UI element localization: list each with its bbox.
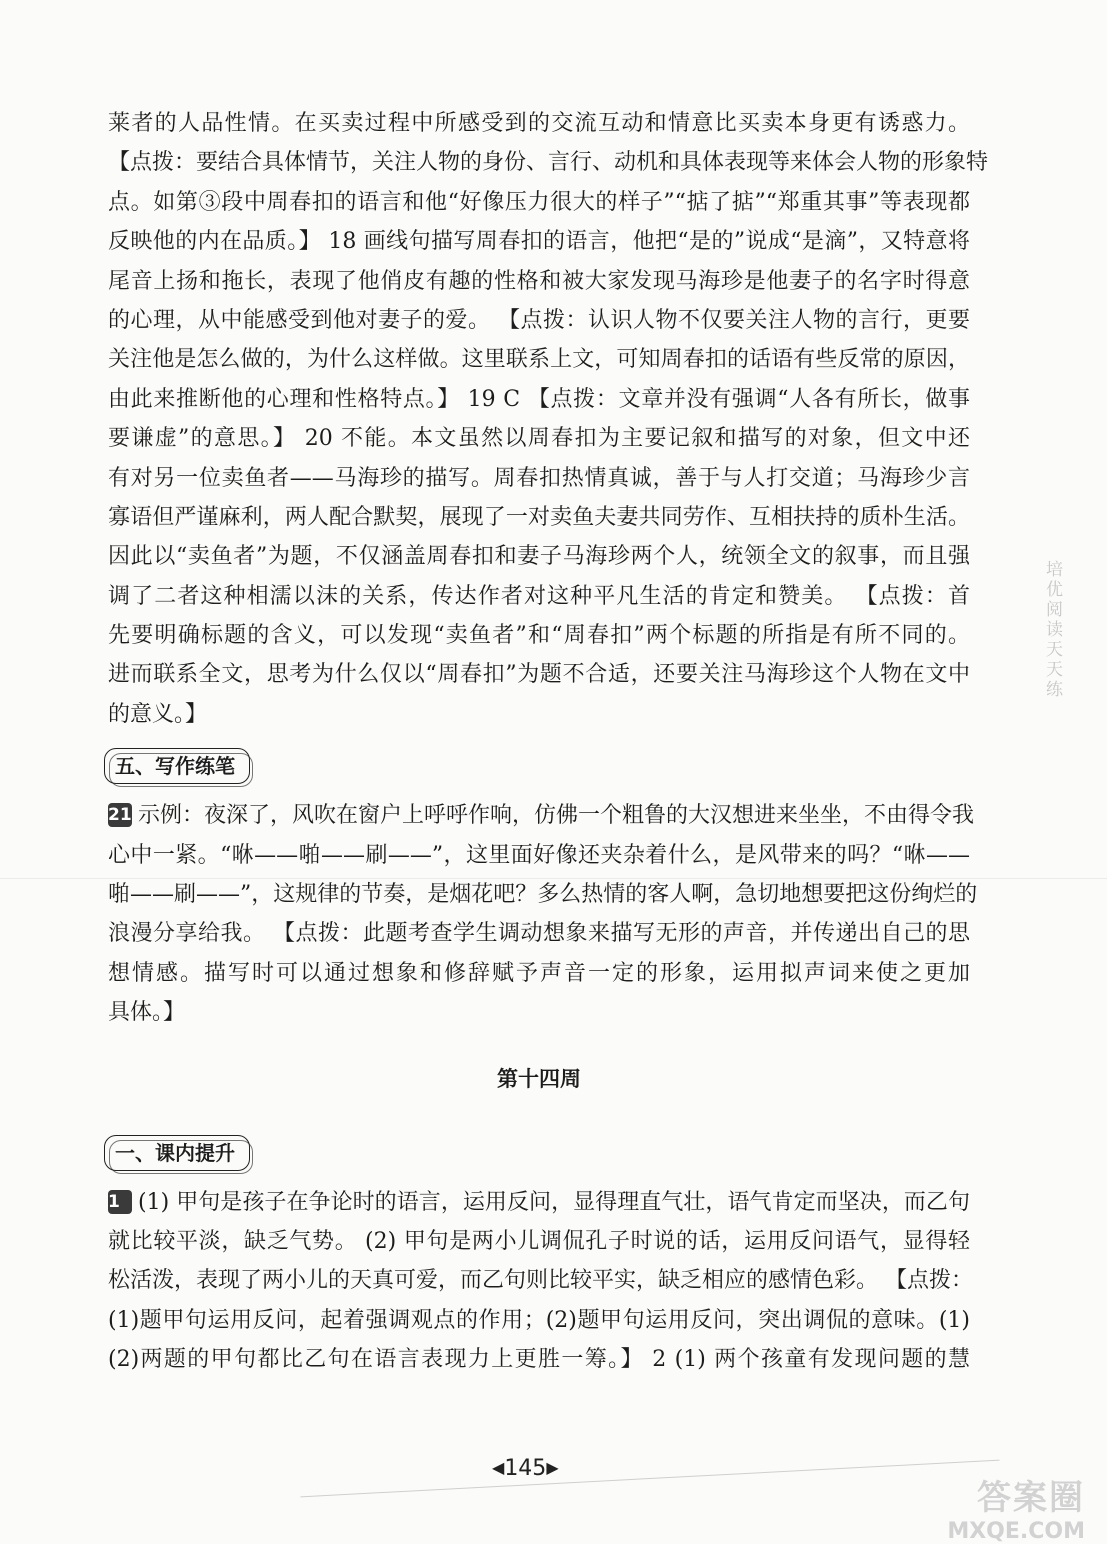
left-arrow-icon: ◀ — [492, 1458, 505, 1477]
text-line: 莱者的人品性情。在买卖过程中所感受到的交流互动和情意比买卖本身更有诱惑力。 — [108, 111, 970, 136]
section-heading-in-class: 一、课内提升 — [104, 1135, 250, 1171]
week-title: 第十四周 — [497, 1066, 581, 1091]
text-line: 心中一紧。“咻——啪——刷——”，这里面好像还夹杂着什么，是风带来的吗？“咻—— — [108, 842, 970, 868]
section-b-text — [108, 796, 978, 1032]
section-heading-writing: 五、写作练笔 — [104, 748, 250, 784]
text-line: 点。如第③段中周春扣的语言和他“好像压力很大的样子”“掂了掂”“郑重其事”等表现都 — [108, 189, 970, 215]
text-line — [108, 796, 975, 835]
text-line: 进而联系全文，思考为什么仅以“周春扣”为题不合适，还要关注马海珍这个人物在文中 — [108, 662, 970, 688]
text-line: 想情感。描写时可以通过想象和修辞赋予声音一定的形象，运用拟声词来使之更加 — [108, 960, 970, 986]
text-line: (1)题甲句运用反问，起着强调观点的作用；(2)题甲句运用反问，突出调侃的意味。(1) — [108, 1307, 970, 1333]
right-arrow-icon: ▶ — [546, 1458, 559, 1477]
text-line: 浪漫分享给我。 【点拨：此题考查学生调动想象来描写无形的声音，并传递出自己的思 — [108, 921, 970, 947]
week-text — [108, 1183, 973, 1380]
text-line-content: (1) 甲句是孩子在争论时的语言，运用反问，显得理直气壮，语气肯定而坚决，而乙句 — [138, 1189, 970, 1215]
text-line: (2)两题的甲句都比乙句在语言表现力上更胜一筹。】 2 (1) 两个孩童有发现问题的慧 — [108, 1347, 970, 1373]
section-a-text — [108, 104, 989, 734]
watermark-logo — [947, 1470, 1085, 1544]
watermark-url: MXQE.COM — [947, 1519, 1085, 1544]
page-number — [492, 1456, 559, 1481]
text-line: 调了二者这种相濡以沫的关系，传达作者对这种平凡生活的肯定和赞美。 【点拨：首 — [108, 583, 970, 609]
text-line: 【点拨：要结合具体情节，关注人物的身份、言行、动机和具体表现等来体会人物的形象特 — [108, 150, 989, 176]
text-line: 尾音上扬和拖长，表现了他俏皮有趣的性格和被大家发现马海珍是他妻子的名字时得意 — [108, 268, 970, 294]
question-number-badge: 21 — [108, 805, 132, 826]
text-line: 松活泼，表现了两小儿的天真可爱，而乙句则比较平实，缺乏相应的感情色彩。 【点拨： — [108, 1268, 973, 1294]
text-line: 由此来推断他的心理和性格特点。】 19 C 【点拨：文章并没有强调“人各有所长，做事 — [108, 386, 970, 412]
text-line: 要谦虚”的意思。】 20 不能。本文虽然以周春扣为主要记叙和描写的对象，但文中还 — [108, 426, 970, 452]
scan-fold-line — [0, 878, 1107, 879]
text-line: 的意义。】 — [108, 701, 208, 727]
text-line: 的心理，从中能感受到他对妻子的爱。 【点拨：认识人物不仅要关注人物的言行，更要 — [108, 307, 970, 333]
page-content — [108, 104, 989, 1380]
watermark-title: 答案圈 — [977, 1478, 1085, 1518]
text-line: 因此以“卖鱼者”为题，不仅涵盖周春扣和妻子马海珍两个人，统领全文的叙事，而且强 — [108, 544, 970, 570]
text-line: 关注他是怎么做的，为什么这样做。这里联系上文，可知周春扣的话语有些反常的原因， — [108, 347, 970, 373]
side-running-title: 培优阅读天天练 — [1042, 560, 1062, 700]
page-number-text: 145 — [504, 1456, 547, 1481]
text-line: 先要明确标题的含义，可以发现“卖鱼者”和“周春扣”两个标题的所指是有所不同的。 — [108, 623, 970, 649]
text-line: 有对另一位卖鱼者——马海珍的描写。周春扣热情真诚，善于与人打交道；马海珍少言 — [108, 465, 970, 491]
text-line: 啪——刷——”，这规律的节奏，是烟花吧？多么热情的客人啊，急切地想要把这份绚烂的 — [108, 882, 978, 908]
text-line: 寡语但严谨麻利，两人配合默契，展现了一对卖鱼夫妻共同劳作、互相扶持的质朴生活。 — [108, 504, 970, 530]
text-line: 反映他的内在品质。】 18 画线句描写周春扣的语言，他把“是的”说成“是滴”，又特意将 — [108, 229, 970, 255]
text-line — [108, 1183, 970, 1222]
text-line-content: 示例：夜深了，风吹在窗户上呼呼作响，仿佛一个粗鲁的大汉想进来坐坐，不由得令我 — [138, 803, 975, 829]
text-line: 就比较平淡，缺乏气势。 (2) 甲句是两小儿调侃孔子时说的话，运用反问语气，显得轻 — [108, 1228, 970, 1254]
scan-fold-line — [300, 1460, 999, 1498]
text-line: 具体。】 — [108, 1000, 186, 1026]
question-number-badge: 1 — [108, 1190, 132, 1214]
